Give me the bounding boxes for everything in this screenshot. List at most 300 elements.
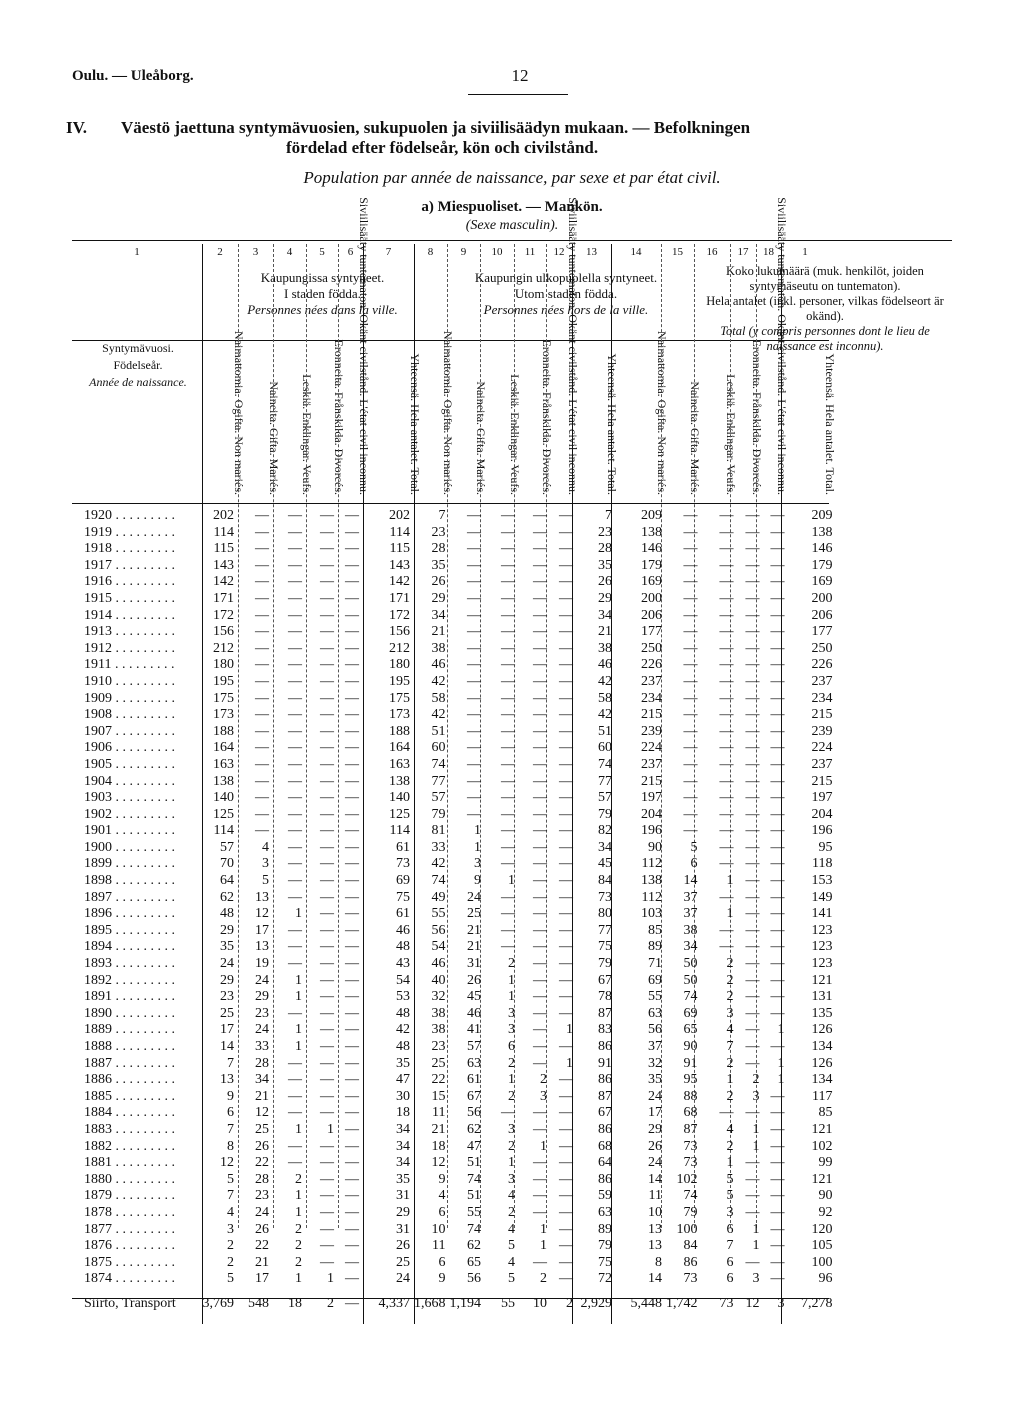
value-cell: 179 bbox=[811, 557, 833, 573]
value-cell: — bbox=[533, 823, 547, 839]
value-cell: 25 bbox=[467, 906, 481, 922]
value-cell: 84 bbox=[683, 1238, 698, 1254]
value-cell: — bbox=[345, 1005, 359, 1021]
value-cell: — bbox=[501, 607, 515, 623]
value-cell: 12 bbox=[220, 1155, 234, 1171]
column-number: 12 bbox=[553, 246, 565, 258]
value-cell: — bbox=[719, 823, 734, 839]
table-row bbox=[72, 1155, 837, 1172]
birth-year-cell: 1898 . . . . . . . . . bbox=[84, 873, 175, 889]
value-cell: — bbox=[320, 557, 334, 573]
value-cell: — bbox=[501, 740, 515, 756]
value-cell: 3,769 bbox=[202, 1295, 234, 1311]
value-cell: 237 bbox=[641, 756, 662, 772]
value-cell: 73 bbox=[598, 889, 612, 905]
value-cell: — bbox=[770, 590, 785, 606]
value-cell: — bbox=[467, 756, 481, 772]
value-cell: 54 bbox=[431, 939, 446, 955]
table-row bbox=[72, 939, 837, 956]
value-cell: 7 bbox=[726, 1238, 734, 1254]
value-cell: 1 bbox=[752, 1238, 760, 1254]
value-cell: 31 bbox=[396, 1188, 410, 1204]
value-cell: — bbox=[533, 906, 547, 922]
value-cell: 1 bbox=[327, 1121, 334, 1137]
value-cell: 1 bbox=[327, 1271, 334, 1287]
value-cell: 14 bbox=[648, 1271, 662, 1287]
value-cell: 3 bbox=[726, 1204, 734, 1220]
value-cell: — bbox=[770, 790, 785, 806]
value-cell: — bbox=[770, 707, 785, 723]
value-cell: 53 bbox=[396, 989, 410, 1005]
row-label-fr: Année de naissance. bbox=[89, 375, 187, 389]
value-cell: 1 bbox=[508, 989, 515, 1005]
value-cell: 3 bbox=[752, 1271, 760, 1287]
vertical-label-text: Yhteensä. Hela antalet. Total. bbox=[823, 353, 837, 495]
value-cell: — bbox=[255, 524, 269, 540]
value-cell: 115 bbox=[213, 541, 234, 557]
value-cell: 141 bbox=[811, 906, 833, 922]
value-cell: 73 bbox=[719, 1295, 734, 1311]
birth-year-cell: 1878 . . . . . . . . . bbox=[84, 1204, 175, 1220]
value-cell: — bbox=[719, 740, 734, 756]
value-cell: 2 bbox=[295, 1221, 302, 1237]
value-cell: — bbox=[320, 1138, 334, 1154]
value-cell: — bbox=[559, 673, 573, 689]
table-row bbox=[72, 1006, 837, 1023]
value-cell: — bbox=[559, 707, 573, 723]
value-cell: — bbox=[770, 1088, 785, 1104]
value-cell: — bbox=[559, 1072, 573, 1088]
value-cell: — bbox=[533, 1171, 547, 1187]
table-row bbox=[72, 989, 837, 1006]
value-cell: 48 bbox=[220, 906, 234, 922]
value-cell: 91 bbox=[598, 1055, 612, 1071]
value-cell: 21 bbox=[467, 922, 481, 938]
value-cell: — bbox=[467, 657, 481, 673]
value-cell: 17 bbox=[255, 1271, 269, 1287]
column-number: 14 bbox=[630, 246, 642, 258]
value-cell: 224 bbox=[641, 740, 662, 756]
birth-year-cell: 1882 . . . . . . . . . bbox=[84, 1138, 175, 1154]
value-cell: — bbox=[345, 1295, 359, 1311]
value-cell: — bbox=[288, 1138, 302, 1154]
table-row bbox=[72, 890, 837, 907]
value-cell: 234 bbox=[641, 690, 662, 706]
value-cell: — bbox=[345, 806, 359, 822]
value-cell: 1 bbox=[752, 1138, 760, 1154]
value-cell: 50 bbox=[683, 972, 698, 988]
value-cell: 49 bbox=[431, 889, 446, 905]
value-cell: 2 bbox=[726, 956, 734, 972]
value-cell: — bbox=[345, 590, 359, 606]
value-cell: — bbox=[559, 723, 573, 739]
value-cell: — bbox=[345, 873, 359, 889]
value-cell: — bbox=[745, 673, 760, 689]
value-cell: 102 bbox=[676, 1171, 698, 1187]
value-cell: — bbox=[559, 906, 573, 922]
value-cell: — bbox=[320, 906, 334, 922]
value-cell: 2 bbox=[508, 1055, 515, 1071]
value-cell: 3 bbox=[262, 856, 269, 872]
value-cell: — bbox=[288, 839, 302, 855]
value-cell: 72 bbox=[598, 1271, 612, 1287]
value-cell: — bbox=[467, 790, 481, 806]
value-cell: — bbox=[559, 956, 573, 972]
value-cell: — bbox=[345, 707, 359, 723]
value-cell: 40 bbox=[431, 972, 446, 988]
value-cell: 1 bbox=[295, 906, 302, 922]
value-cell: — bbox=[719, 574, 734, 590]
value-cell: — bbox=[770, 856, 785, 872]
value-cell: 60 bbox=[431, 740, 446, 756]
value-cell: 123 bbox=[811, 922, 833, 938]
value-cell: — bbox=[533, 806, 547, 822]
value-cell: 13 bbox=[255, 939, 269, 955]
value-cell: — bbox=[320, 790, 334, 806]
value-cell: 62 bbox=[467, 1238, 481, 1254]
value-cell: 23 bbox=[598, 524, 612, 540]
value-cell: 237 bbox=[811, 756, 833, 772]
value-cell: 57 bbox=[431, 790, 446, 806]
value-cell: 74 bbox=[467, 1221, 481, 1237]
value-cell: — bbox=[255, 707, 269, 723]
value-cell: — bbox=[501, 707, 515, 723]
value-cell: — bbox=[533, 839, 547, 855]
value-cell: 23 bbox=[255, 1005, 269, 1021]
value-cell: — bbox=[320, 1088, 334, 1104]
header-bottom-rule bbox=[72, 503, 829, 504]
value-cell: 55 bbox=[431, 906, 446, 922]
value-cell: — bbox=[288, 823, 302, 839]
value-cell: — bbox=[288, 557, 302, 573]
value-cell: 14 bbox=[648, 1171, 662, 1187]
birth-year-cell: 1919 . . . . . . . . . bbox=[84, 524, 175, 540]
value-cell: — bbox=[770, 1121, 785, 1137]
value-cell: 215 bbox=[641, 707, 662, 723]
value-cell: 2,929 bbox=[580, 1295, 612, 1311]
value-cell: — bbox=[745, 1105, 760, 1121]
value-cell: 2 bbox=[227, 1254, 234, 1270]
value-cell: — bbox=[345, 541, 359, 557]
value-cell: 9 bbox=[438, 1271, 446, 1287]
value-cell: — bbox=[745, 740, 760, 756]
value-cell: 24 bbox=[467, 889, 481, 905]
value-cell: — bbox=[533, 1121, 547, 1137]
value-cell: 13 bbox=[648, 1238, 662, 1254]
value-cell: — bbox=[467, 773, 481, 789]
value-cell: — bbox=[288, 1072, 302, 1088]
value-cell: — bbox=[467, 624, 481, 640]
value-cell: — bbox=[745, 773, 760, 789]
value-cell: 188 bbox=[213, 723, 234, 739]
value-cell: 46 bbox=[431, 956, 446, 972]
value-cell: — bbox=[559, 541, 573, 557]
value-cell: — bbox=[288, 690, 302, 706]
table-row bbox=[72, 1172, 837, 1189]
value-cell: 22 bbox=[255, 1238, 269, 1254]
value-cell: 34 bbox=[396, 1155, 410, 1171]
value-cell: 24 bbox=[648, 1088, 662, 1104]
value-cell: 212 bbox=[213, 640, 234, 656]
value-cell: 114 bbox=[213, 524, 234, 540]
value-cell: — bbox=[255, 756, 269, 772]
value-cell: — bbox=[770, 740, 785, 756]
column-number: 15 bbox=[672, 246, 683, 258]
value-cell: 9 bbox=[474, 873, 481, 889]
value-cell: 33 bbox=[255, 1039, 269, 1054]
value-cell: — bbox=[345, 1138, 359, 1154]
value-cell: 12 bbox=[255, 1105, 269, 1121]
value-cell: 1 bbox=[295, 1121, 302, 1137]
value-cell: — bbox=[770, 1171, 785, 1187]
value-cell: 7 bbox=[438, 508, 446, 523]
value-cell: 1,668 bbox=[414, 1295, 446, 1311]
value-cell: — bbox=[501, 723, 515, 739]
value-cell: — bbox=[683, 707, 698, 723]
value-cell: — bbox=[719, 524, 734, 540]
value-cell: 140 bbox=[213, 790, 234, 806]
value-cell: 42 bbox=[431, 707, 446, 723]
value-cell: — bbox=[719, 939, 734, 955]
value-cell: — bbox=[320, 1055, 334, 1071]
value-cell: — bbox=[533, 707, 547, 723]
value-cell: — bbox=[467, 557, 481, 573]
value-cell: — bbox=[559, 1088, 573, 1104]
value-cell: — bbox=[345, 922, 359, 938]
value-cell: 48 bbox=[396, 939, 410, 955]
value-cell: — bbox=[770, 1238, 785, 1254]
value-cell: — bbox=[501, 839, 515, 855]
birth-year-cell: 1895 . . . . . . . . . bbox=[84, 922, 175, 938]
value-cell: 164 bbox=[389, 740, 410, 756]
value-cell: — bbox=[345, 1121, 359, 1137]
value-cell: 45 bbox=[598, 856, 612, 872]
value-cell: 29 bbox=[220, 972, 234, 988]
value-cell: — bbox=[255, 624, 269, 640]
value-cell: 99 bbox=[818, 1155, 833, 1171]
value-cell: — bbox=[320, 939, 334, 955]
value-cell: 3 bbox=[540, 1088, 547, 1104]
value-cell: 69 bbox=[396, 873, 410, 889]
value-cell: 1 bbox=[474, 823, 481, 839]
value-cell: — bbox=[467, 673, 481, 689]
value-cell: — bbox=[745, 574, 760, 590]
value-cell: 19 bbox=[255, 956, 269, 972]
value-cell: — bbox=[501, 823, 515, 839]
value-cell: — bbox=[745, 790, 760, 806]
vertical-label-text: Siviilisääty tuntematon. Okänt civilstånd. L'état civil inconnu. bbox=[357, 197, 371, 495]
value-cell: — bbox=[255, 640, 269, 656]
table-row bbox=[72, 1188, 837, 1205]
table-row bbox=[72, 541, 837, 558]
value-cell: — bbox=[467, 607, 481, 623]
value-cell: 87 bbox=[598, 1088, 612, 1104]
value-cell: 202 bbox=[389, 508, 410, 523]
value-cell: — bbox=[345, 856, 359, 872]
page-number: 12 bbox=[511, 66, 529, 85]
value-cell: 2 bbox=[508, 1204, 515, 1220]
table-row bbox=[72, 657, 837, 674]
value-cell: 37 bbox=[683, 889, 698, 905]
value-cell: — bbox=[255, 673, 269, 689]
value-cell: — bbox=[719, 790, 734, 806]
value-cell: 226 bbox=[811, 657, 833, 673]
value-cell: — bbox=[533, 524, 547, 540]
birth-year-cell: 1880 . . . . . . . . . bbox=[84, 1171, 175, 1187]
value-cell: — bbox=[770, 1221, 785, 1237]
value-cell: — bbox=[683, 723, 698, 739]
value-cell: — bbox=[345, 1072, 359, 1088]
value-cell: — bbox=[501, 590, 515, 606]
value-cell: 6 bbox=[438, 1204, 446, 1220]
vertical-label-text: Naimattomia. Ogifta. Non mariés. bbox=[232, 331, 246, 495]
value-cell: 38 bbox=[431, 1022, 446, 1038]
value-cell: — bbox=[255, 541, 269, 557]
value-cell: — bbox=[533, 557, 547, 573]
birth-year-cell: 1910 . . . . . . . . . bbox=[84, 673, 175, 689]
value-cell: — bbox=[467, 640, 481, 656]
value-cell: 2 bbox=[295, 1254, 302, 1270]
value-cell: 42 bbox=[396, 1022, 410, 1038]
birth-year-cell: 1887 . . . . . . . . . bbox=[84, 1055, 175, 1071]
value-cell: — bbox=[501, 640, 515, 656]
value-cell: 41 bbox=[467, 1022, 481, 1038]
value-cell: 24 bbox=[255, 972, 269, 988]
value-cell: 175 bbox=[389, 690, 410, 706]
value-cell: — bbox=[770, 773, 785, 789]
value-cell: — bbox=[683, 640, 698, 656]
vertical-label-text: Siviilisääty tuntematon. Okänt civilstånd. L'état civil inconnu. bbox=[775, 197, 789, 495]
table-row bbox=[72, 873, 837, 890]
value-cell: — bbox=[467, 574, 481, 590]
value-cell: 86 bbox=[683, 1254, 698, 1270]
group-outside-fr: Personnes nées hors de la ville. bbox=[483, 302, 649, 317]
value-cell: — bbox=[683, 524, 698, 540]
value-cell: — bbox=[320, 1171, 334, 1187]
value-cell: — bbox=[288, 508, 302, 523]
value-cell: — bbox=[683, 657, 698, 673]
value-cell: — bbox=[745, 524, 760, 540]
value-cell: — bbox=[345, 607, 359, 623]
table-row bbox=[72, 807, 837, 824]
birth-year-cell: 1906 . . . . . . . . . bbox=[84, 740, 175, 756]
value-cell: 2 bbox=[752, 1072, 760, 1088]
value-cell: 5 bbox=[262, 873, 269, 889]
value-cell: 29 bbox=[255, 989, 269, 1005]
value-cell: 1 bbox=[508, 1072, 515, 1088]
table-row bbox=[72, 558, 837, 575]
value-cell: 103 bbox=[641, 906, 662, 922]
value-cell: — bbox=[255, 806, 269, 822]
value-cell: — bbox=[745, 956, 760, 972]
value-cell: 100 bbox=[811, 1254, 833, 1270]
value-cell: 138 bbox=[811, 524, 833, 540]
value-cell: — bbox=[770, 823, 785, 839]
value-cell: 1 bbox=[508, 1155, 515, 1171]
table-row bbox=[72, 641, 837, 658]
value-cell: 35 bbox=[396, 1055, 410, 1071]
table-row bbox=[72, 674, 837, 691]
value-cell: 61 bbox=[396, 906, 410, 922]
value-cell: 123 bbox=[811, 956, 833, 972]
value-cell: 200 bbox=[641, 590, 662, 606]
value-cell: 1 bbox=[295, 989, 302, 1005]
value-cell: — bbox=[770, 574, 785, 590]
value-cell: 17 bbox=[648, 1105, 662, 1121]
value-cell: 1 bbox=[295, 1271, 302, 1287]
value-cell: 2 bbox=[508, 1138, 515, 1154]
value-cell: 34 bbox=[396, 1138, 410, 1154]
value-cell: 197 bbox=[641, 790, 662, 806]
value-cell: — bbox=[770, 889, 785, 905]
value-cell: 67 bbox=[598, 972, 612, 988]
value-cell: 26 bbox=[396, 1238, 410, 1254]
value-cell: 65 bbox=[683, 1022, 698, 1038]
value-cell: — bbox=[559, 1238, 573, 1254]
value-cell: 42 bbox=[598, 707, 612, 723]
value-cell: — bbox=[745, 707, 760, 723]
value-cell: — bbox=[533, 1188, 547, 1204]
value-cell: — bbox=[770, 1188, 785, 1204]
value-cell: 105 bbox=[811, 1238, 833, 1254]
value-cell: — bbox=[745, 1022, 760, 1038]
value-cell: — bbox=[320, 922, 334, 938]
value-cell: — bbox=[320, 690, 334, 706]
value-cell: 21 bbox=[255, 1088, 269, 1104]
value-cell: 234 bbox=[811, 690, 833, 706]
value-cell: 6 bbox=[726, 1254, 734, 1270]
value-cell: 21 bbox=[467, 939, 481, 955]
value-cell: — bbox=[559, 1188, 573, 1204]
value-cell: — bbox=[345, 756, 359, 772]
value-cell: — bbox=[288, 773, 302, 789]
value-cell: 12 bbox=[255, 906, 269, 922]
value-cell: — bbox=[320, 640, 334, 656]
value-cell: 5 bbox=[227, 1171, 234, 1187]
value-cell: 171 bbox=[389, 590, 410, 606]
vertical-label-text: Naineita. Gifta. Mariés. bbox=[267, 381, 281, 495]
value-cell: 77 bbox=[598, 922, 612, 938]
value-cell: 59 bbox=[598, 1188, 612, 1204]
value-cell: 143 bbox=[213, 557, 234, 573]
value-cell: 34 bbox=[255, 1072, 269, 1088]
birth-year-cell: 1916 . . . . . . . . . bbox=[84, 574, 175, 590]
value-cell: — bbox=[288, 640, 302, 656]
column-number: 1 bbox=[802, 246, 808, 258]
value-cell: — bbox=[345, 1022, 359, 1038]
value-cell: — bbox=[770, 1039, 785, 1054]
value-cell: 209 bbox=[641, 508, 662, 523]
value-cell: — bbox=[320, 740, 334, 756]
value-cell: 54 bbox=[396, 972, 410, 988]
value-cell: — bbox=[345, 508, 359, 523]
table-row bbox=[72, 906, 837, 923]
value-cell: 7 bbox=[227, 1188, 234, 1204]
value-cell: — bbox=[320, 673, 334, 689]
value-cell: 35 bbox=[648, 1072, 662, 1088]
value-cell: — bbox=[745, 906, 760, 922]
value-cell: — bbox=[467, 590, 481, 606]
value-cell: — bbox=[533, 856, 547, 872]
value-cell: — bbox=[770, 1204, 785, 1220]
birth-year-cell: 1889 . . . . . . . . . bbox=[84, 1022, 175, 1038]
value-cell: — bbox=[345, 790, 359, 806]
value-cell: 126 bbox=[811, 1022, 833, 1038]
value-cell: — bbox=[745, 823, 760, 839]
table-row bbox=[72, 1205, 837, 1222]
value-cell: — bbox=[559, 624, 573, 640]
value-cell: 57 bbox=[467, 1039, 481, 1054]
